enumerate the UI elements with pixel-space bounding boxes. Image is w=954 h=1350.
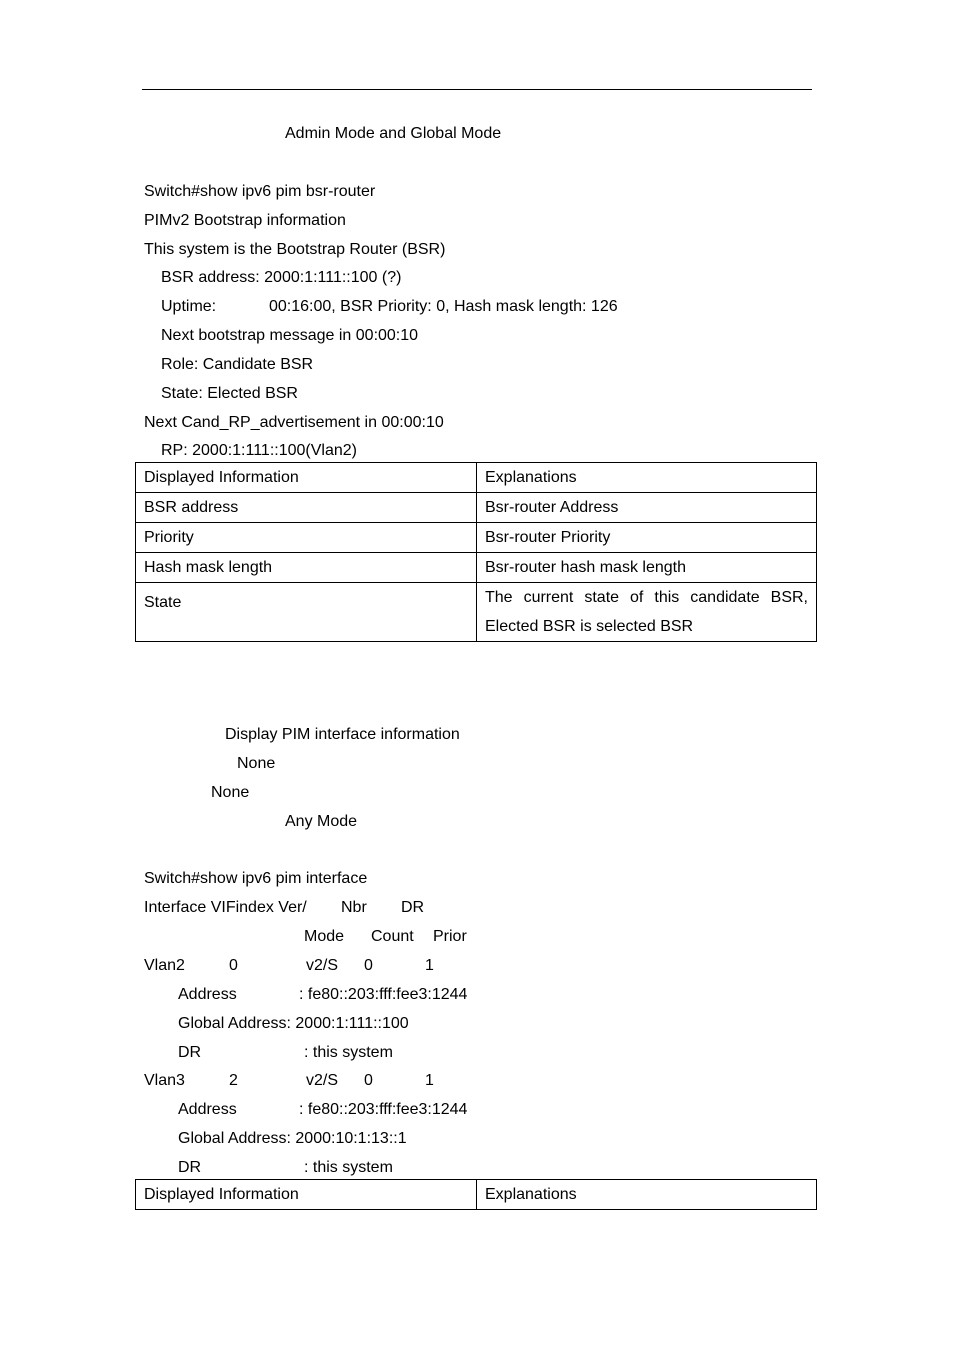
output-line: This system is the Bootstrap Router (BSR) xyxy=(144,241,446,258)
output-line: Next bootstrap message in 00:00:10 xyxy=(161,327,419,344)
table-header-row xyxy=(136,1180,817,1210)
table-cell: Bsr-router Address xyxy=(477,493,817,523)
interface-ver: v2/S xyxy=(306,957,339,974)
output-line: RP: 2000:1:111::100(Vlan2) xyxy=(161,442,357,459)
bsr-info-table xyxy=(135,462,817,642)
table-cell: BSR address xyxy=(136,493,477,523)
interface-nbr: 0 xyxy=(364,957,373,974)
table-cell: State xyxy=(136,583,477,642)
output-header: Mode xyxy=(304,928,345,945)
address-label: Address xyxy=(178,1101,237,1118)
address-value: : fe80::203:fff:fee3:1244 xyxy=(299,986,468,1003)
output-line: Role: Candidate BSR xyxy=(161,356,314,373)
output-line: BSR address: 2000:1:111::100 (?) xyxy=(161,269,402,286)
interface-ver: v2/S xyxy=(306,1072,339,1089)
command-parameter: None xyxy=(237,755,276,772)
output-header: Prior xyxy=(433,928,467,945)
dr-label: DR xyxy=(178,1044,202,1061)
output-header: DR xyxy=(401,899,425,916)
output-uptime-label: Uptime: xyxy=(161,298,217,315)
header-rule xyxy=(142,89,812,90)
global-address: Global Address: 2000:1:111::100 xyxy=(178,1015,409,1032)
default-value: None xyxy=(211,784,250,801)
interface-info-table xyxy=(135,1179,817,1210)
example-command: Switch#show ipv6 pim interface xyxy=(144,870,368,887)
table-row xyxy=(136,583,817,642)
table-row xyxy=(136,523,817,553)
interface-name: Vlan3 xyxy=(144,1072,185,1089)
command-function: Display PIM interface information xyxy=(225,726,460,743)
dr-label: DR xyxy=(178,1159,202,1176)
global-address: Global Address: 2000:10:1:13::1 xyxy=(178,1130,407,1147)
table-cell: Hash mask length xyxy=(136,553,477,583)
interface-dr-prior: 1 xyxy=(425,957,434,974)
output-line: PIMv2 Bootstrap information xyxy=(144,212,346,229)
interface-dr-prior: 1 xyxy=(425,1072,434,1089)
address-label: Address xyxy=(178,986,237,1003)
table-header-row xyxy=(136,463,817,493)
interface-nbr: 0 xyxy=(364,1072,373,1089)
dr-value: : this system xyxy=(304,1159,393,1176)
table-header-cell: Explanations xyxy=(477,1180,817,1210)
table-cell: Bsr-router Priority xyxy=(477,523,817,553)
output-header: Count xyxy=(371,928,414,945)
table-row xyxy=(136,493,817,523)
table-row xyxy=(136,553,817,583)
output-header: Nbr xyxy=(341,899,367,916)
output-line: Next Cand_RP_advertisement in 00:00:10 xyxy=(144,414,444,431)
interface-vifindex: 2 xyxy=(229,1072,238,1089)
table-cell: Bsr-router hash mask length xyxy=(477,553,817,583)
table-header-cell: Displayed Information xyxy=(136,1180,477,1210)
output-uptime-value: 00:16:00, BSR Priority: 0, Hash mask length: 126 xyxy=(269,298,618,315)
command-mode: Any Mode xyxy=(285,813,358,830)
table-cell: Priority xyxy=(136,523,477,553)
command-mode: Admin Mode and Global Mode xyxy=(285,125,502,142)
example-command: Switch#show ipv6 pim bsr-router xyxy=(144,183,376,200)
interface-vifindex: 0 xyxy=(229,957,238,974)
dr-value: : this system xyxy=(304,1044,393,1061)
table-header-cell: Displayed Information xyxy=(136,463,477,493)
table-cell: The current state of this candidate BSR, Elected BSR is selected BSR xyxy=(477,583,817,642)
interface-name: Vlan2 xyxy=(144,957,185,974)
table-header-cell: Explanations xyxy=(477,463,817,493)
output-line: State: Elected BSR xyxy=(161,385,298,402)
address-value: : fe80::203:fff:fee3:1244 xyxy=(299,1101,468,1118)
output-header: Interface VIFindex Ver/ xyxy=(144,899,307,916)
